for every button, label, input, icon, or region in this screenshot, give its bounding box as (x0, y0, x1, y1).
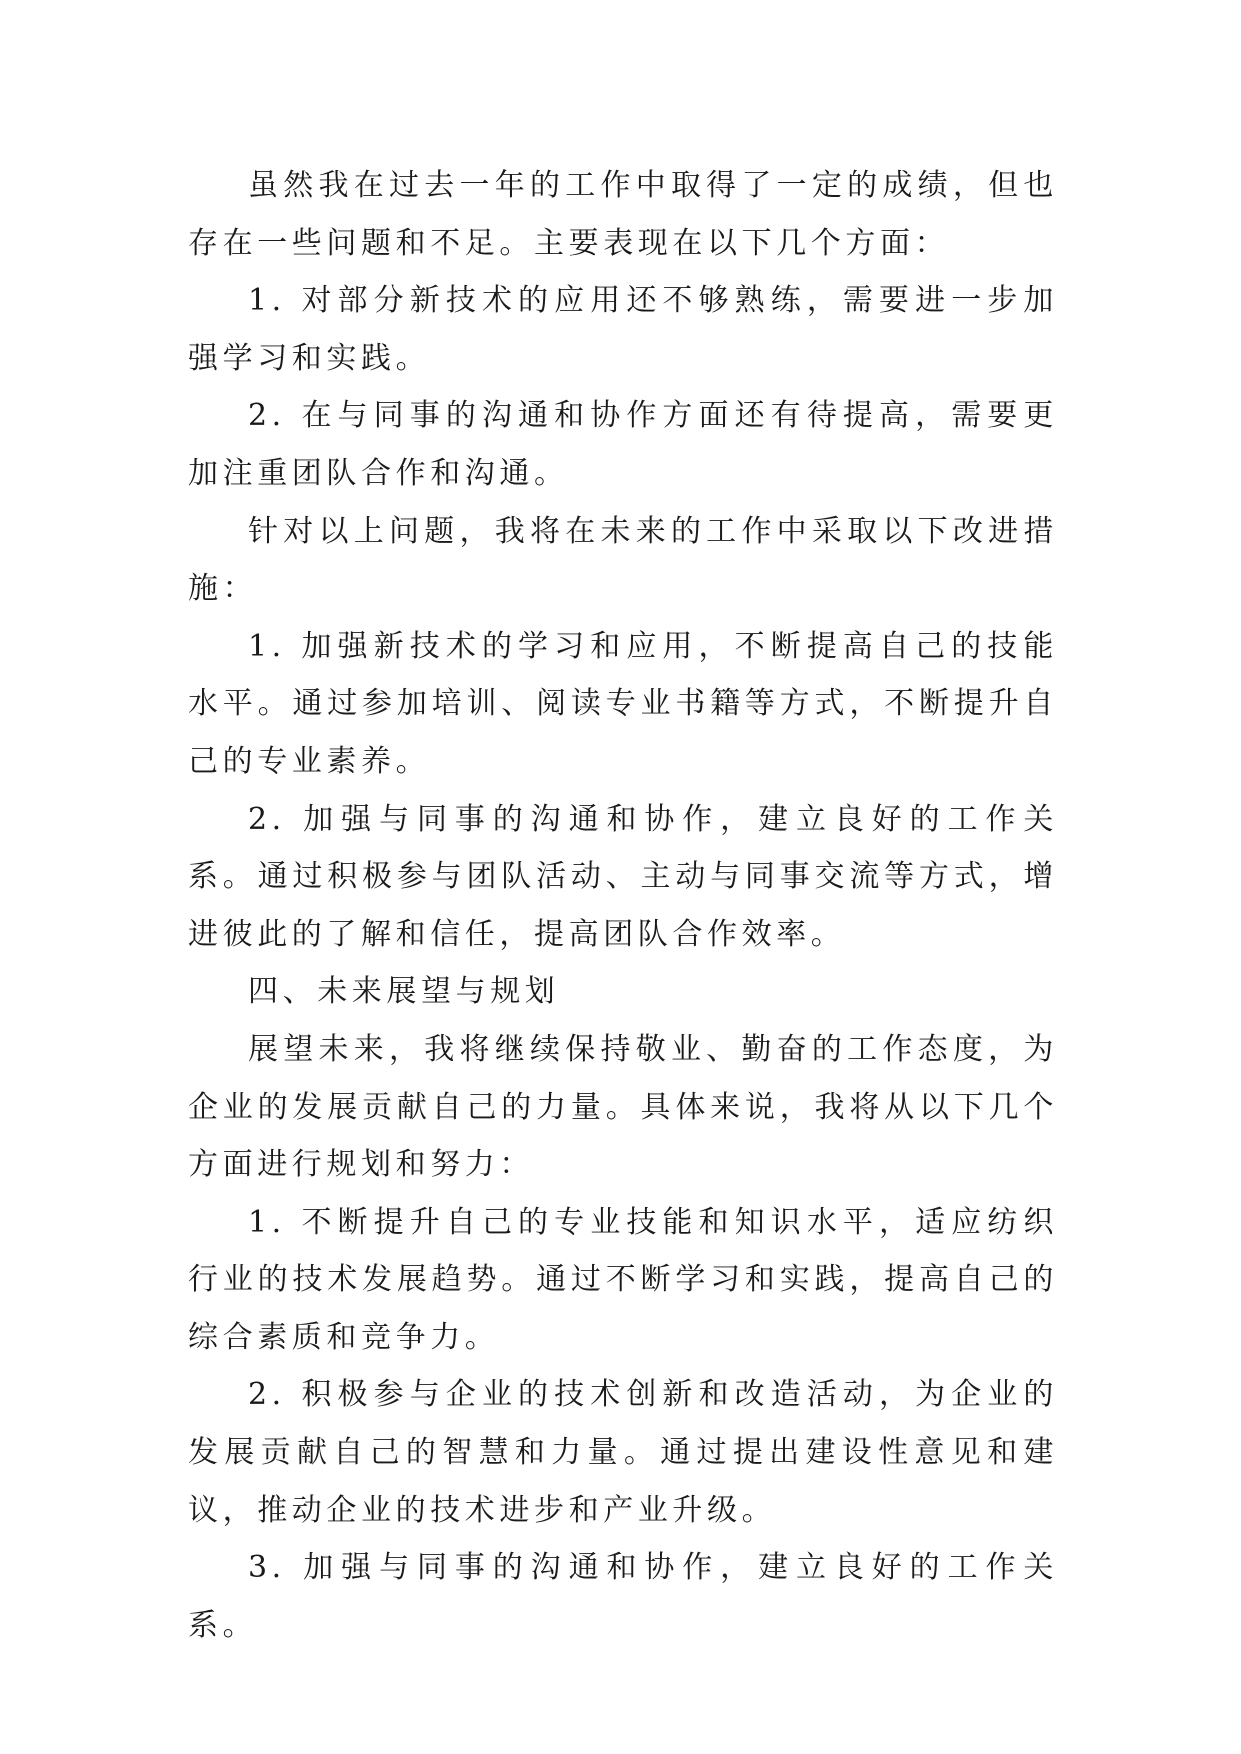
paragraph-measures-intro: 针对以上问题，我将在未来的工作中采取以下改进措施： (188, 513, 1058, 607)
paragraph-problem-2: 2. 在与同事的沟通和协作方面还有待提高，需要更加注重团队合作和沟通。 (188, 398, 1058, 491)
paragraph-plan-1: 1. 不断提升自己的专业技能和知识水平，适应纺织行业的技术发展趋势。通过不断学习和实践，提高自己的综合素质和竞争力。 (188, 1204, 1058, 1355)
paragraph-problem-1: 1. 对部分新技术的应用还不够熟练，需要进一步加强学习和实践。 (188, 283, 1058, 376)
paragraph-plan-3: 3. 加强与同事的沟通和协作，建立良好的工作关系。 (188, 1550, 1058, 1643)
section-heading-outlook: 四、未来展望与规划 (248, 974, 560, 1010)
document-body (188, 157, 1058, 1654)
paragraph-problems-intro: 虽然我在过去一年的工作中取得了一定的成绩，但也存在一些问题和不足。主要表现在以下几个方面： (188, 168, 1058, 261)
paragraph-outlook-intro: 展望未来，我将继续保持敬业、勤奋的工作态度，为企业的发展贡献自己的力量。具体来说，我将从以下几个方面进行规划和努力： (188, 1031, 1058, 1183)
paragraph-measure-1: 1. 加强新技术的学习和应用，不断提高自己的技能水平。通过参加培训、阅读专业书籍等方式，不断提升自己的专业素养。 (188, 628, 1058, 779)
paragraph-plan-2: 2. 积极参与企业的技术创新和改造活动，为企业的发展贡献自己的智慧和力量。通过提出建设性意见和建议，推动企业的技术进步和产业升级。 (188, 1377, 1058, 1528)
paragraph-measure-2: 2. 加强与同事的沟通和协作，建立良好的工作关系。通过积极参与团队活动、主动与同事交流等方式，增进彼此的了解和信任，提高团队合作效率。 (188, 801, 1058, 952)
